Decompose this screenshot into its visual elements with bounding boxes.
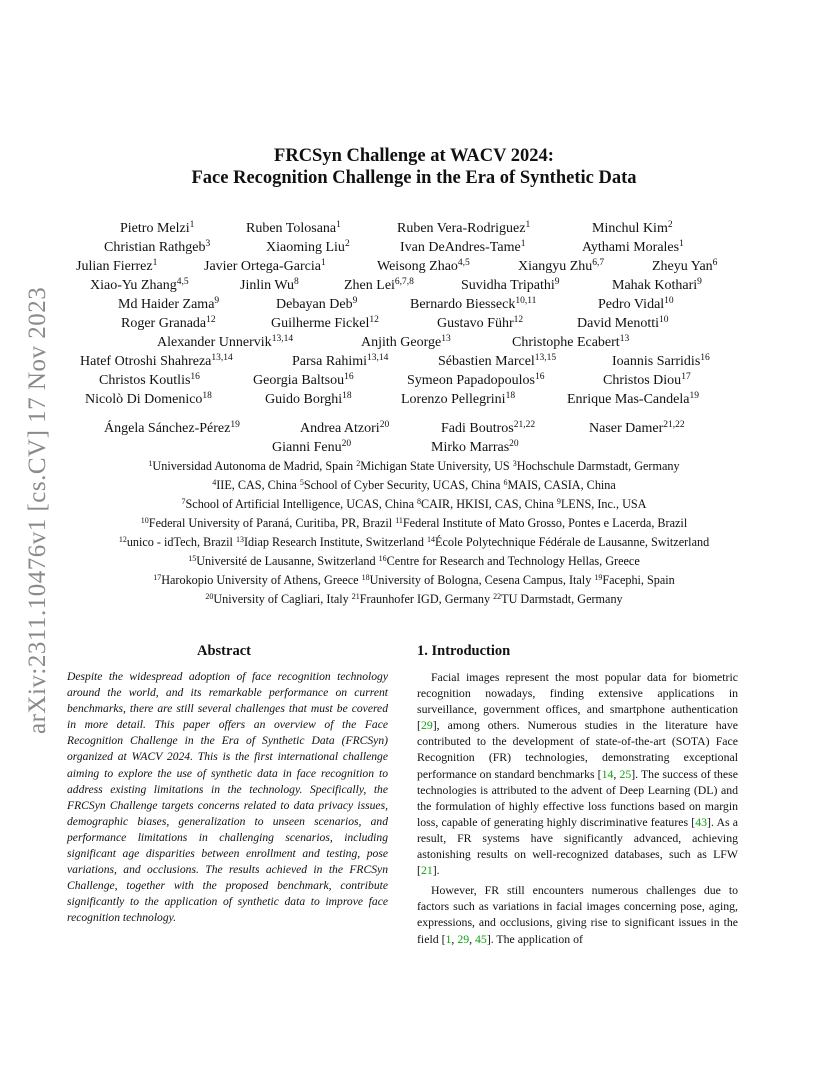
author: Debayan Deb$^9$ xyxy=(276,296,358,312)
author: Xiao-Yu Zhang$^{4,5}$ xyxy=(90,277,189,293)
author: Naser Damer$^{21,22}$ xyxy=(589,420,685,436)
citation-link[interactable]: 25 xyxy=(619,766,632,781)
affiliation-line: $^7$School of Artificial Intelligence, UCAS, China $^8$CAIR, HKISI, CAS, China $^9$LENS, Inc., USA xyxy=(181,497,647,511)
affiliation-line: $^{15}$Université de Lausanne, Switzerland $^{16}$Centre for Research and Technology Hellas, Greece xyxy=(188,554,640,568)
author: Ioannis Sarridis$^{16}$ xyxy=(612,353,710,369)
author: Nicolò Di Domenico$^{18}$ xyxy=(85,391,212,407)
author: Georgia Baltsou$^{16}$ xyxy=(253,372,354,388)
affiliation-line: $^{17}$Harokopio University of Athens, Greece $^{18}$University of Bologna, Cesena Campus, Italy $^{19}$Facephi, Spain xyxy=(153,573,675,587)
citation-link[interactable]: 14 xyxy=(601,766,614,781)
author: Bernardo Biesseck$^{10,11}$ xyxy=(410,296,537,312)
paper-title-line-2: Face Recognition Challenge in the Era of Synthetic Data xyxy=(191,168,637,188)
author: Gianni Fenu$^{20}$ xyxy=(272,439,352,455)
author: Minchul Kim$^2$ xyxy=(592,220,673,236)
author: Christos Diou$^{17}$ xyxy=(603,372,691,388)
author: Lorenzo Pellegrini$^{18}$ xyxy=(401,391,516,407)
author: Enrique Mas-Candela$^{19}$ xyxy=(567,391,699,407)
author: Parsa Rahimi$^{13,14}$ xyxy=(292,353,389,369)
author: Mahak Kothari$^9$ xyxy=(612,277,702,293)
author: Ruben Tolosana$^1$ xyxy=(246,220,341,236)
author: Zhen Lei$^{6,7,8}$ xyxy=(344,277,414,293)
author: Xiaoming Liu$^2$ xyxy=(266,239,350,255)
author: David Menotti$^{10}$ xyxy=(577,315,669,331)
affiliation-line: $^{10}$Federal University of Paraná, Curitiba, PR, Brazil $^{11}$Federal Institute of Mato Grosso, Pontes e Lacerda, Brazil xyxy=(140,516,688,530)
citation-link[interactable]: 1 xyxy=(445,931,452,946)
author: Pedro Vidal$^{10}$ xyxy=(598,296,674,312)
author: Guilherme Fickel$^{12}$ xyxy=(271,315,379,331)
author: Md Haider Zama$^9$ xyxy=(118,296,220,312)
author: Andrea Atzori$^{20}$ xyxy=(300,420,390,436)
abstract-heading: Abstract xyxy=(197,643,251,659)
affiliation-line: $^1$Universidad Autonoma de Madrid, Spain $^2$Michigan State University, US $^3$Hochschule Darmstadt, Germany xyxy=(148,459,680,473)
affiliation-line: $^{12}$unico - idTech, Brazil $^{13}$Idiap Research Institute, Switzerland $^{14}$École Polytechnique Fédérale de Lausanne, Switzerland xyxy=(118,535,710,549)
author: Ruben Vera-Rodriguez$^1$ xyxy=(397,220,531,236)
citation-link[interactable]: 29 xyxy=(420,718,433,733)
affiliation-line: $^{20}$University of Cagliari, Italy $^{21}$Fraunhofer IGD, Germany $^{22}$TU Darmstadt, Germany xyxy=(205,592,623,606)
author: Aythami Morales$^1$ xyxy=(582,239,684,255)
author: Symeon Papadopoulos$^{16}$ xyxy=(407,372,545,388)
affiliation-line: $^4$IIE, CAS, China $^5$School of Cyber Security, UCAS, China $^6$MAIS, CASIA, China xyxy=(212,478,616,492)
author: Ángela Sánchez-Pérez$^{19}$ xyxy=(104,420,240,436)
author: Zheyu Yan$^6$ xyxy=(652,258,718,274)
author: Xiangyu Zhu$^{6,7}$ xyxy=(518,258,605,274)
author: Pietro Melzi$^1$ xyxy=(120,220,195,236)
author: Christian Rathgeb$^3$ xyxy=(104,239,211,255)
introduction-text xyxy=(417,669,738,947)
author: Ivan DeAndres-Tame$^1$ xyxy=(400,239,526,255)
author: Suvidha Tripathi$^9$ xyxy=(461,277,560,293)
arxiv-identifier: arXiv:2311.10476v1 [cs.CV] 17 Nov 2023 xyxy=(24,286,51,734)
author: Gustavo Führ$^{12}$ xyxy=(437,315,524,331)
citation-link[interactable]: 29 xyxy=(457,931,470,946)
author: Christos Koutlis$^{16}$ xyxy=(99,372,200,388)
author: Sébastien Marcel$^{13,15}$ xyxy=(438,353,557,369)
author: Guido Borghi$^{18}$ xyxy=(265,391,352,407)
author: Weisong Zhao$^{4,5}$ xyxy=(377,258,470,274)
citation-link[interactable]: 45 xyxy=(475,931,487,946)
author: Anjith George$^{13}$ xyxy=(361,334,451,350)
paper-title-line-1: FRCSyn Challenge at WACV 2024: xyxy=(274,146,554,166)
author: Jinlin Wu$^8$ xyxy=(240,277,299,293)
author: Javier Ortega-Garcia$^1$ xyxy=(204,258,326,274)
author: Christophe Ecabert$^{13}$ xyxy=(512,334,630,350)
citation-link[interactable]: 21 xyxy=(420,863,433,878)
author: Fadi Boutros$^{21,22}$ xyxy=(441,420,536,436)
author: Alexander Unnervik$^{13,14}$ xyxy=(157,334,294,350)
introduction-paragraph-1: Facial images represent the most popular data for biometric recognition nowadays, finding extensive applications in surveillance, government offices, and smartphone authentication [29], among others. Numerous studies in the literature have contributed to the development of state-of-the-art (SOTA) Face Recognition (FR) technologies, demonstrating exceptional performance on standard benchmarks [14, 25]. The success of these technologies is attributed to the advent of Deep Learning (DL) and the formulation of highly effective loss functions based on margin loss, capable of generating highly discriminative features [43]. As a result, FR systems have significantly advanced, achieving astonishing results on well-recognized databases, such as LFW [21]. xyxy=(417,670,738,878)
author: Julian Fierrez$^1$ xyxy=(76,258,158,274)
author: Hatef Otroshi Shahreza$^{13,14}$ xyxy=(80,353,233,369)
introduction-paragraph-2: However, FR still encounters numerous challenges due to factors such as variations in facial images concerning pose, aging, expressions, and occlusions, giving rise to significant issues in the field [1, 29, 45]. The application of xyxy=(417,883,738,946)
author: Mirko Marras$^{20}$ xyxy=(431,439,519,455)
introduction-heading: 1. Introduction xyxy=(417,643,511,659)
author: Roger Granada$^{12}$ xyxy=(121,315,216,331)
citation-link[interactable]: 43 xyxy=(695,814,708,829)
abstract-text: Despite the widespread adoption of face recognition technology around the world, and its remarkable performance on current benchmarks, there are still several challenges that must be covered in more detail. This paper offers an overview of the Face Recognition Challenge in the Era of Synthetic Data (FRCSyn) organized at WACV 2024. This is the first international challenge aiming to explore the use of synthetic data in face recognition to address existing limitations in the technology. Specifically, the FRCSyn Challenge targets concerns related to data privacy issues, demographic biases, generalization to unseen scenarios, and performance limitations in challenging scenarios, including significant age disparities between enrollment and testing, pose variations, and occlusions. The results achieved in the FRCSyn Challenge, together with the proposed benchmark, contribute significantly to the application of synthetic data to improve face recognition technology. xyxy=(67,670,388,925)
